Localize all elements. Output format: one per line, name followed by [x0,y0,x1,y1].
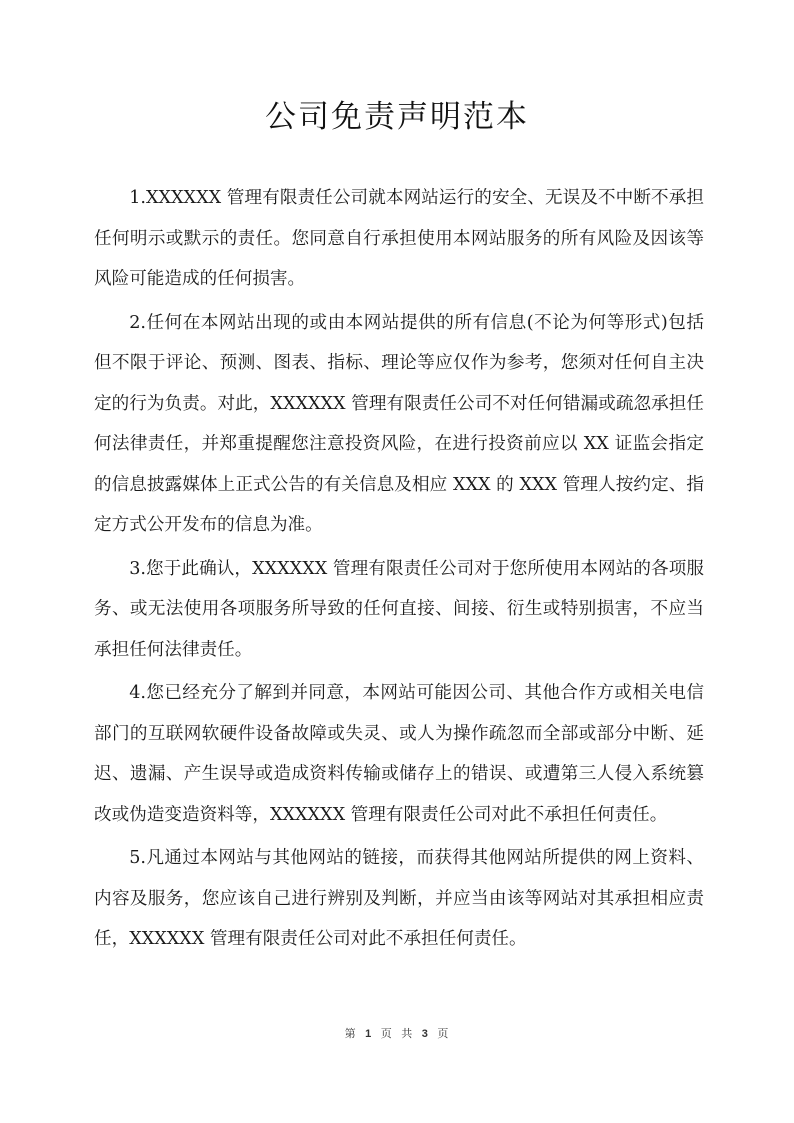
footer-page-unit: 页 [380,1027,393,1040]
footer-current-page: 1 [365,1028,373,1040]
paragraph-5: 5.凡通过本网站与其他网站的链接，而获得其他网站所提供的网上资料、内容及服务，您应该自己进行辨别及判断，并应当由该等网站对其承担相应责任，XXXXXX 管理有限责任公司对此不承担任何责任。 [94,848,704,949]
paragraph-4: 4.您已经充分了解到并同意，本网站可能因公司、其他合作方或相关电信部门的互联网软硬件设备故障或失灵、或人为操作疏忽而全部或部分中断、延迟、遗漏、产生误导或造成资料传输或储存上的错误、或遭第三人侵入系统篡改或伪造变造资料等，XXXXXX 管理有限责任公司对此不承担任何责任。 [94,683,704,825]
footer-suffix: 页 [437,1027,450,1040]
paragraph-1: 1.XXXXXX 管理有限责任公司就本网站运行的安全、无误及不中断不承担任何明示或默示的责任。您同意自行承担使用本网站服务的所有风险及因该等风险可能造成的任何损害。 [94,188,704,289]
document-title: 公司免责声明范本 [265,99,529,135]
page-footer [0,1026,794,1042]
document-body [94,178,704,963]
paragraph-3: 3.您于此确认，XXXXXX 管理有限责任公司对于您所使用本网站的各项服务、或无法使用各项服务所导致的任何直接、间接、衍生或特别损害，不应当承担任何法律责任。 [94,558,704,660]
paragraph-2: 2.任何在本网站出现的或由本网站提供的所有信息(不论为何等形式)包括但不限于评论、预测、图表、指标、理论等应仅作为参考，您须对任何自主决定的行为负责。对此，XXXXXX 管理有限责任公司不对任何错漏或疏忽承担任何法律责任，并郑重提醒您注意投资风险，在进行投资前应以 XX 证监会指定的信息披露媒体上正式公告的有关信息及相应 XXX 的 XXX 管理人按约定、指定方式公开发布的信息为准。 [94,312,704,535]
footer-total-pages: 3 [421,1028,429,1040]
footer-prefix: 第 [344,1027,357,1040]
footer-middle: 共 [401,1027,414,1040]
